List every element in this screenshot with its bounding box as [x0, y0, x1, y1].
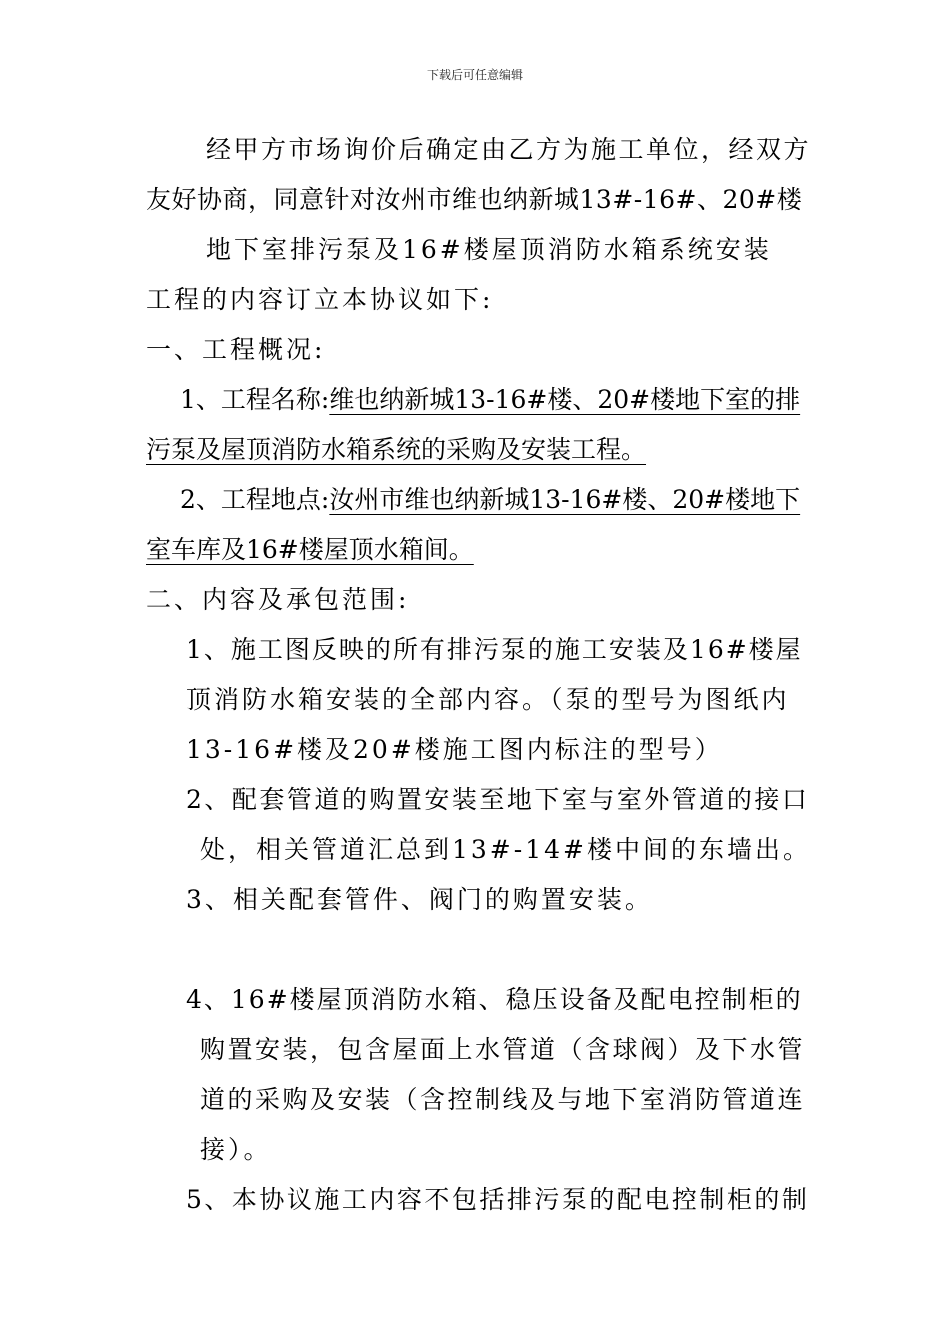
scope-item-1-line-1: 1、施工图反映的所有排污泵的施工安装及16#楼屋: [186, 635, 803, 664]
project-location-continued: [146, 530, 474, 570]
project-location-value: 汝州市维也纳新城13-16#楼、20#楼地下: [329, 485, 801, 514]
scope-item-4-line-1: 4、16#楼屋顶消防水箱、稳压设备及配电控制柜的: [186, 985, 803, 1014]
scope-item-2-line-1: 2、配套管道的购置安装至地下室与室外管道的接口: [186, 785, 810, 814]
scope-item-5-line-1: 5、本协议施工内容不包括排污泵的配电控制柜的制: [186, 1185, 810, 1214]
scope-item-4-line-4: 接）。: [200, 1135, 272, 1164]
scope-item-3: 3、相关配套管件、阀门的购置安装。: [186, 885, 653, 914]
section-1-heading: 一、工程概况:: [146, 335, 326, 364]
project-name-label: 1、工程名称:: [180, 385, 330, 414]
intro-line-4: 工程的内容订立本协议如下:: [146, 285, 494, 314]
download-note: 下载后可任意编辑: [426, 68, 523, 82]
section-2-heading: 二、内容及承包范围:: [146, 585, 410, 614]
scope-item-1-line-3: 13-16#楼及20#楼施工图内标注的型号）: [186, 735, 723, 764]
project-name-continued: [146, 430, 646, 470]
intro-line-3: 地下室排污泵及16#楼屋顶消防水箱系统安装: [206, 235, 772, 264]
intro-line-1: 经甲方市场询价后确定由乙方为施工单位，经双方: [206, 135, 812, 164]
scope-item-4-line-3: 道的采购及安装（含控制线及与地下室消防管道连: [200, 1085, 806, 1114]
project-name-row: [180, 380, 800, 420]
scope-item-1-line-2: 顶消防水箱安装的全部内容。（泵的型号为图纸内: [186, 685, 790, 714]
scope-item-4-line-2: 购置安装，包含屋面上水管道（含球阀）及下水管: [200, 1035, 806, 1064]
project-name-value-continued: 污泵及屋顶消防水箱系统的采购及安装工程。: [146, 435, 647, 464]
project-location-label: 2、工程地点:: [180, 485, 330, 514]
scope-item-2-line-2: 处，相关管道汇总到13#-14#楼中间的东墙出。: [200, 835, 811, 864]
project-name-value: 维也纳新城13-16#楼、20#楼地下室的排: [329, 385, 801, 414]
intro-line-2: 友好协商，同意针对汝州市维也纳新城13#-16#、20#楼: [146, 185, 803, 214]
project-location-value-continued: 室车库及16#楼屋顶水箱间。: [146, 535, 474, 564]
project-location-row: [180, 480, 800, 520]
